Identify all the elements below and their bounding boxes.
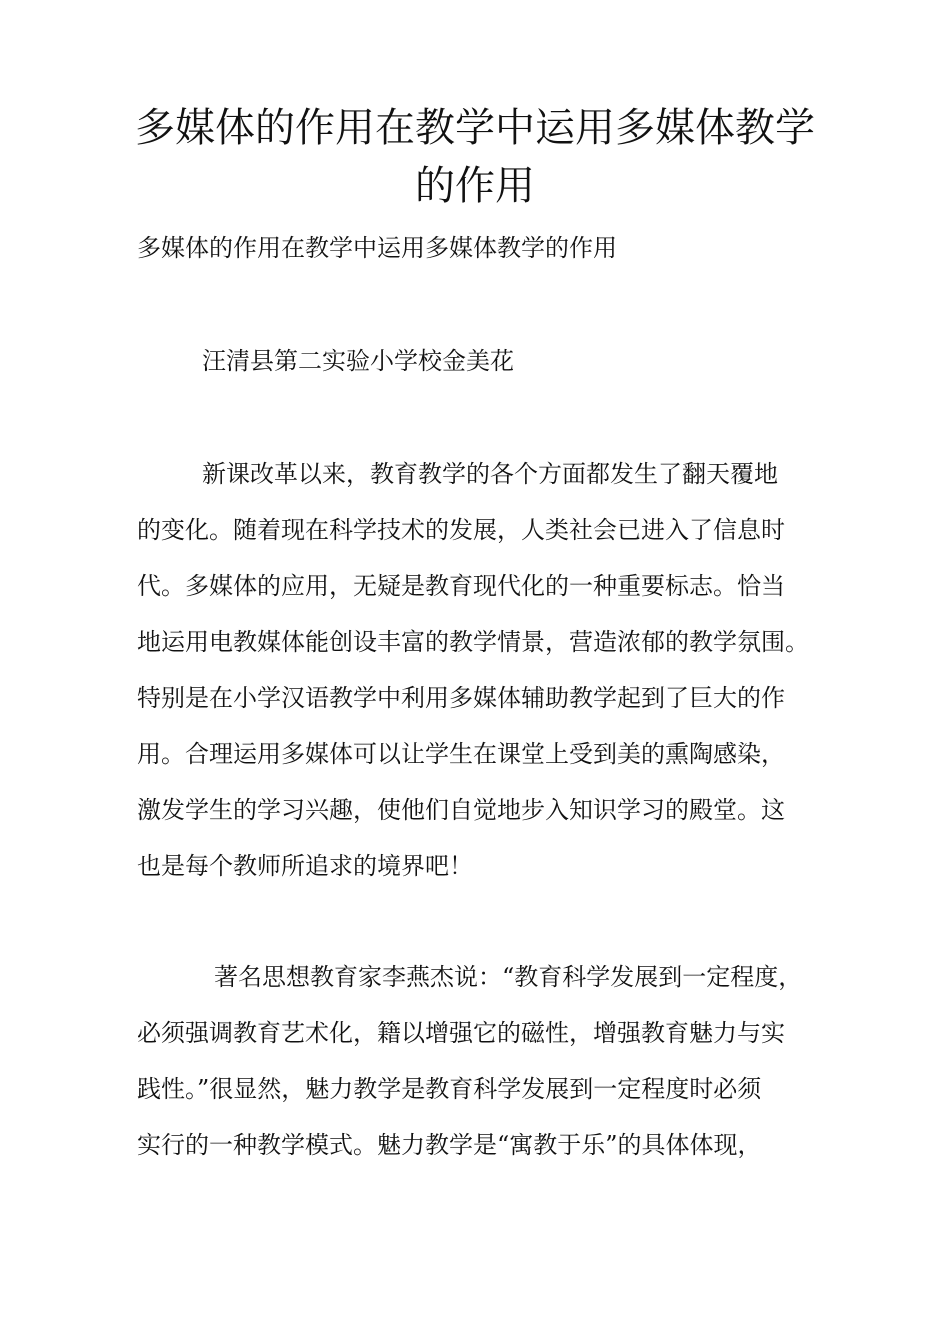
paragraph-line: 的变化。随着现在科学技术的发展，人类社会已进入了信息时 [137,516,785,544]
paragraph-line: 新课改革以来，教育教学的各个方面都发生了翻天覆地 [202,460,778,488]
paragraph-line: 也是每个教师所追求的境界吧！ [137,852,473,880]
paragraph-line: 激发学生的学习兴趣，使他们自觉地步入知识学习的殿堂。这 [137,796,785,824]
paragraph-line: 特别是在小学汉语教学中利用多媒体辅助教学起到了巨大的作 [137,684,785,712]
paragraph-line: 代。多媒体的应用，无疑是教育现代化的一种重要标志。恰当 [137,572,785,600]
author-line: 汪清县第二实验小学校金美花 [202,347,514,375]
paragraph-line: 必须强调教育艺术化，籍以增强它的磁性，增强教育魅力与实 [137,1019,785,1047]
document-subtitle: 多媒体的作用在教学中运用多媒体教学的作用 [137,234,617,262]
paragraph-line: 实行的一种教学模式。魅力教学是“寓教于乐”的具体体现， [137,1131,762,1159]
paragraph-line: 用。合理运用多媒体可以让学生在课堂上受到美的熏陶感染， [137,740,785,768]
document-title-line-1: 多媒体的作用在教学中运用多媒体教学 [135,105,815,151]
paragraph-line: 地运用电教媒体能创设丰富的教学情景，营造浓郁的教学氛围。 [137,628,809,656]
document-title-line-2: 的作用 [415,163,535,209]
paragraph-line: 践性。”很显然，魅力教学是教育科学发展到一定程度时必须 [137,1075,762,1103]
paragraph-line: 著名思想教育家李燕杰说：“教育科学发展到一定程度， [214,963,803,991]
